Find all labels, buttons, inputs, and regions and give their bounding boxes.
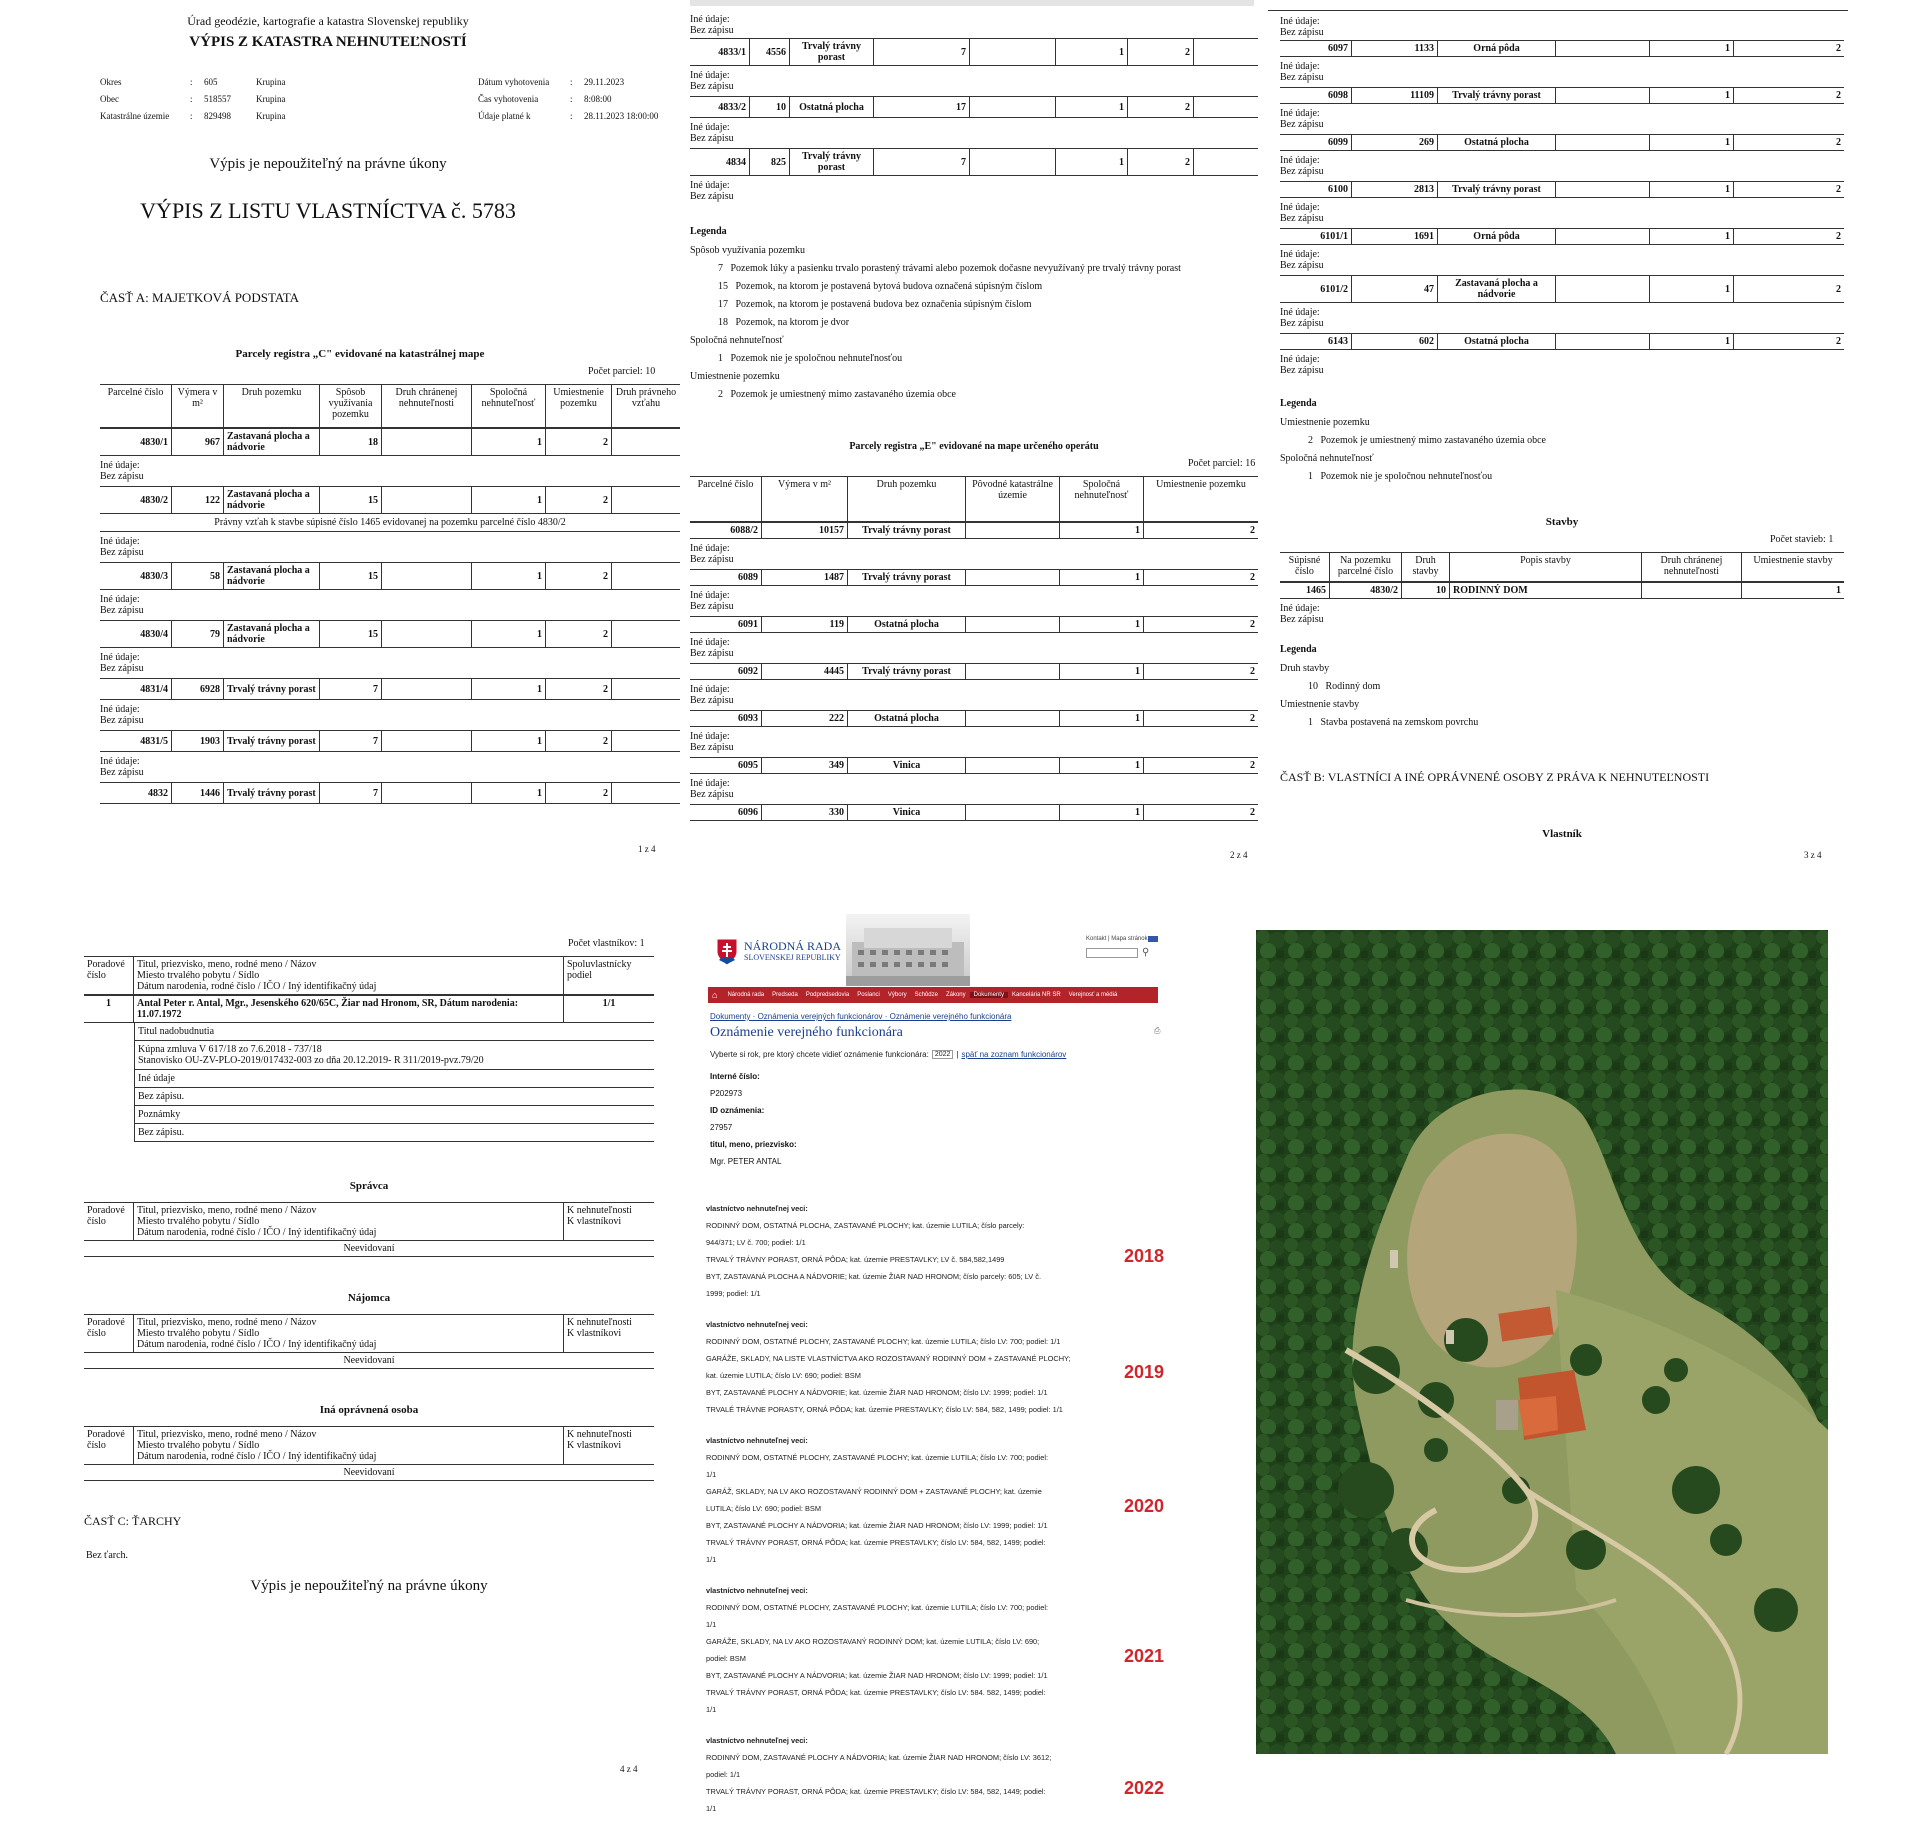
col-header: Druh právneho vzťahu xyxy=(615,387,677,409)
col-header: Titul, priezvisko, meno, rodné meno / Názov Miesto trvalého pobytu / Sídlo Dátum narodenia, rodné číslo / IČO / Iný identifikačný údaj xyxy=(134,957,564,994)
col-header: Popis stavby xyxy=(1450,553,1642,581)
table-row: 6095 349 Vinica 1 2 xyxy=(690,757,1258,774)
note: Iné údaje: Bez zápisu xyxy=(100,460,144,482)
year-label: 2020 xyxy=(1123,1496,1164,1516)
col-header: Druh pozemku xyxy=(224,385,320,427)
table-header xyxy=(84,1202,654,1241)
col-header: Druh chránenej nehnuteľnosti xyxy=(1642,553,1742,581)
stavby-count: Počet stavieb: 1 xyxy=(1770,534,1834,545)
nav-item[interactable]: Výbory xyxy=(887,992,907,998)
col-header: Titul, priezvisko, meno, rodné meno / Názov Miesto trvalého pobytu / Sídlo Dátum narodenia, rodné číslo / IČO / Iný identifikačný údaj xyxy=(134,1315,564,1352)
declaration-block xyxy=(706,1432,1176,1568)
office-name: Úrad geodézie, kartografie a katastra Slovenskej republiky xyxy=(187,14,469,28)
col-header: Titul, priezvisko, meno, rodné meno / Názov Miesto trvalého pobytu / Sídlo Dátum narodenia, rodné číslo / IČO / Iný identifikačný údaj xyxy=(134,1427,564,1464)
note: Iné údaje: Bez zápisu xyxy=(1280,354,1324,376)
section-title: Iná oprávnená osoba xyxy=(319,1404,419,1416)
language-flag-icon[interactable] xyxy=(1148,936,1158,942)
legend-title: Legenda xyxy=(690,226,727,237)
notice: Výpis je nepoužiteľný na právne úkony xyxy=(209,156,447,172)
meta-code: 518557 xyxy=(204,94,231,104)
part-a-heading: ČASŤ A: MAJETKOVÁ PODSTATA xyxy=(100,290,300,305)
table-title: Parcely registra „C" evidované na katastrálnej mape xyxy=(235,348,485,360)
stavby-table xyxy=(1280,552,1844,625)
owner-details: Titul nadobudnutia Kúpna zmluva V 617/18 zo 7.6.2018 - 737/18 Stanovisko OU-ZV-PLO-2019/017432-003 zo dňa 20.12.2019- R 311/2019-pvz.79/20 Iné údaje Bez zápisu. Poznámky Bez zápisu. xyxy=(134,1023,654,1142)
table-row: 6099 269 Ostatná plocha 1 2 xyxy=(1280,134,1844,151)
nav-item[interactable]: Národná rada xyxy=(727,992,765,998)
note: Iné údaje: Bez zápisu xyxy=(690,731,734,753)
block-line: 1/1 xyxy=(706,1555,717,1564)
year-label: 2018 xyxy=(1123,1246,1164,1266)
meta-left: Okres : 605 Krupina Obec : 518557 Krupina Katastrálne územie : 829498 Krupina xyxy=(100,74,286,125)
table-header xyxy=(100,384,680,428)
owner-name: Antal Peter r. Antal, Mgr., Jesenského 620/65C, Žiar nad Hronom, SR, Dátum narodenia: 11.07.1972 xyxy=(134,996,564,1022)
declaration-block xyxy=(706,1582,1176,1718)
role-section xyxy=(84,1402,654,1514)
field-label: ID oznámenia: xyxy=(710,1106,765,1115)
role-section xyxy=(84,1290,654,1402)
note: Iné údaje: Bez zápisu xyxy=(690,590,734,612)
legend-group: Druh stavby xyxy=(1280,663,1330,674)
legend-item: 10 Rodinný dom xyxy=(1308,681,1381,692)
block-heading: vlastníctvo nehnuteľnej veci: xyxy=(706,1736,808,1745)
legend-group: Spôsob využívania pozemku xyxy=(690,245,805,256)
parcels-c-table xyxy=(100,384,680,804)
field-value: 27957 xyxy=(710,1123,733,1132)
col-header: Spoločná nehnuteľnosť xyxy=(1060,477,1144,521)
table-row: 6098 11109 Trvalý trávny porast 1 2 xyxy=(1280,87,1844,104)
meta-label: Čas vyhotovenia xyxy=(478,94,539,104)
block-line: TRVALÉ TRÁVNE PORASTY, ORNÁ PÔDA; kat. územie PRESTAVLKY; číslo LV: 584, 582, 1499; podiel: 1/1 xyxy=(706,1405,1063,1414)
block-line: RODINNÝ DOM, OSTATNÉ PLOCHY, ZASTAVANÉ PLOCHY; kat. územie LUTILA; číslo LV: 700; podiel: 1/1 xyxy=(706,1337,1061,1346)
block-line: RODINNÝ DOM, OSTATNÉ PLOCHY, ZASTAVANÉ PLOCHY; kat. územie LUTILA; číslo LV: 700; podiel: xyxy=(706,1603,1049,1612)
nav-item[interactable]: Kancelária NR SR xyxy=(1011,992,1061,998)
block-line: GARÁŽE, SKLADY, NA LV AKO ROZOSTAVANÝ RODINNÝ DOM; kat. územie LUTILA; číslo LV: 690; xyxy=(706,1637,1040,1646)
table-row: 6096 330 Vinica 1 2 xyxy=(690,804,1258,821)
block-line: BYT, ZASTAVANÉ PLOCHY A NÁDVORIA; kat. územie ŽIAR NAD HRONOM; číslo LV: 1999; podiel: 1/1 xyxy=(706,1521,1048,1530)
note: Iné údaje: Bez zápisu xyxy=(1280,108,1324,130)
col-header: Umiestnenie pozemku xyxy=(1156,479,1246,490)
table-row: 6143 602 Ostatná plocha 1 2 xyxy=(1280,333,1844,350)
note: Iné údaje: Bez zápisu xyxy=(690,180,734,202)
legend-item: 1 Pozemok nie je spoločnou nehnuteľnosťou xyxy=(1308,471,1493,482)
legend-item: 7 Pozemok lúky a pasienku trvalo porastený trávami alebo pozemok dočasne nevyužívaný pre trvalý trávny porast xyxy=(718,263,1181,274)
block-line: kat. územie LUTILA; číslo LV: 690; podiel: BSM xyxy=(706,1371,861,1380)
col-header: Poradové číslo xyxy=(84,1427,134,1464)
col-header: Parcelné číslo xyxy=(100,385,172,427)
table-body xyxy=(690,522,1258,821)
table-header xyxy=(84,1426,654,1465)
legend-group: Umiestnenie stavby xyxy=(1280,699,1360,710)
col-header: Umiestnenie pozemku xyxy=(546,385,612,427)
note: Iné údaje: Bez zápisu xyxy=(100,704,144,726)
block-line: 1999; podiel: 1/1 xyxy=(706,1289,761,1298)
block-heading: vlastníctvo nehnuteľnej veci: xyxy=(706,1436,808,1445)
block-line: BYT, ZASTAVANÁ PLOCHA A NÁDVORIE; kat. územie ŽIAR NAD HRONOM; číslo parcely: 605; LV č. xyxy=(706,1272,1041,1281)
nav-item[interactable]: Zákony xyxy=(945,992,966,998)
year-selector-row: Vyberte si rok, pre ktorý chcete vidieť oznámenie funkcionára: 2022 | späť na zoznam funkcionárov xyxy=(710,1050,1067,1059)
parliament-building-image xyxy=(846,914,970,986)
col-header: Výmera v m² xyxy=(762,477,848,521)
legend-item: 2 Pozemok je umiestnený mimo zastavaného územia obce xyxy=(1308,435,1546,446)
table-row: 4832 1446 Trvalý trávny porast 7 1 2 xyxy=(100,782,680,804)
site-logo[interactable] xyxy=(716,938,841,966)
note: Iné údaje: Bez zápisu xyxy=(690,14,734,36)
meta-value: 29.11.2023 xyxy=(584,77,625,87)
block-line: TRVALÝ TRÁVNY PORAST, ORNÁ PÔDA; kat. územie PRESTAVLKY; číslo LV: 584. 582, 1499; podiel: xyxy=(706,1688,1046,1697)
table-row: 6093 222 Ostatná plocha 1 2 xyxy=(690,710,1258,727)
nav-item[interactable]: Podpredsedovia xyxy=(805,992,850,998)
table-row: 6089 1487 Trvalý trávny porast 1 2 xyxy=(690,569,1258,586)
meta-label: Údaje platné k xyxy=(478,111,531,121)
table-row: 4834 825 Trvalý trávny porast 7 1 2 xyxy=(690,148,1258,176)
legend-item: 15 Pozemok, na ktorom je postavená bytová budova označená súpisným číslom xyxy=(718,281,1043,292)
empty-value: Neevidovaní xyxy=(84,1241,654,1257)
home-icon[interactable]: ⌂ xyxy=(712,990,718,1000)
block-line: LUTILA; číslo LV: 690; podiel: BSM xyxy=(706,1504,822,1513)
year-label: 2022 xyxy=(1123,1778,1164,1798)
legend-group: Spoločná nehnuteľnosť xyxy=(1280,453,1374,464)
legend-title: Legenda xyxy=(1280,644,1317,655)
document-title: VÝPIS Z KATASTRA NEHNUTEĽNOSTÍ xyxy=(189,34,467,50)
official-info xyxy=(710,1068,797,1170)
main-nav xyxy=(708,987,1158,1003)
meta-code: 605 xyxy=(204,77,218,87)
table-row: 6092 4445 Trvalý trávny porast 1 2 xyxy=(690,663,1258,680)
note: Iné údaje: Bez zápisu xyxy=(1280,249,1324,271)
col-header: Umiestnenie stavby xyxy=(1753,555,1833,566)
block-line: 1/1 xyxy=(706,1620,717,1629)
col-header: Pôvodné katastrálne územie xyxy=(966,477,1060,521)
page-heading: Oznámenie verejného funkcionára xyxy=(710,1025,903,1040)
declaration-block xyxy=(706,1732,1176,1817)
legend-title: Legenda xyxy=(1280,398,1317,409)
property-declarations xyxy=(706,1200,1176,1831)
note: Iné údaje: Bez zápisu xyxy=(690,543,734,565)
col-header: Poradové číslo xyxy=(84,957,134,994)
legal-note: Právny vzťah k stavbe súpisné číslo 1465 evidovanej na pozemku parcelné číslo 4830/2 xyxy=(100,514,680,532)
col-header: K nehnuteľnosti K vlastníkovi xyxy=(567,1205,632,1227)
aerial-image xyxy=(1256,930,1828,1754)
col-header: Spoluvlastnícky podiel xyxy=(567,959,632,981)
legend-item: 18 Pozemok, na ktorom je dvor xyxy=(718,317,850,328)
declaration-block xyxy=(706,1200,1176,1302)
page-number: 3 z 4 xyxy=(1804,850,1822,860)
note: Iné údaje: Bez zápisu xyxy=(100,536,144,558)
legend xyxy=(1280,660,1844,732)
block-line: TRVALÝ TRÁVNY PORAST, ORNÁ PÔDA; kat. územie PRESTAVLKY; číslo LV: 584, 582, 1449; podiel: xyxy=(706,1787,1046,1796)
block-line: TRVALÝ TRÁVNY PORAST, ORNÁ PÔDA; kat. územie PRESTAVLKY; číslo LV: 584, 582, 1499; podiel: xyxy=(706,1538,1046,1547)
col-header: Na pozemku parcelné číslo xyxy=(1330,553,1402,581)
part-b-heading: ČASŤ B: VLASTNÍCI A INÉ OPRÁVNENÉ OSOBY Z PRÁVA K NEHNUTEĽNOSTI xyxy=(1280,770,1710,784)
aerial-photo xyxy=(1256,930,1828,1754)
parcels-c-table-cont xyxy=(690,38,1258,206)
table-row: 4830/2 122 Zastavaná plocha a nádvorie 15 1 2 xyxy=(100,486,680,514)
part-c-heading: ČASŤ C: ŤARCHY xyxy=(84,1514,182,1528)
table-row: 6097 1133 Orná pôda 1 2 xyxy=(1280,40,1844,57)
table-header xyxy=(690,476,1258,522)
table-row: 6101/1 1691 Orná pôda 1 2 xyxy=(1280,228,1844,245)
block-line: RODINNÝ DOM, OSTATNÉ PLOCHY, ZASTAVANÉ PLOCHY; kat. územie LUTILA; číslo LV: 700; podiel: xyxy=(706,1453,1049,1462)
section-title: Nájomca xyxy=(347,1292,391,1304)
note: Iné údaje: Bez zápisu xyxy=(1280,603,1324,625)
lv-title: VÝPIS Z LISTU VLASTNÍCTVA č. 5783 xyxy=(140,198,516,223)
col-header: Súpisné číslo xyxy=(1280,553,1330,581)
owner-title: Vlastník xyxy=(1542,828,1582,840)
legend-item: 2 Pozemok je umiestnený mimo zastavaného územia obce xyxy=(718,389,956,400)
page-number: 1 z 4 xyxy=(638,844,656,854)
page-4 xyxy=(48,908,668,1784)
block-line: 1/1 xyxy=(706,1470,717,1479)
note: Iné údaje: Bez zápisu xyxy=(690,684,734,706)
table-row: 4830/1 967 Zastavaná plocha a nádvorie 18 1 2 xyxy=(100,428,680,456)
meta-right: Dátum vyhotovenia : 29.11.2023 Čas vyhotovenia : 8:08:00 Údaje platné k : 28.11.2023 18:00:00 xyxy=(478,74,658,125)
section-title: Správca xyxy=(349,1180,389,1192)
top-links[interactable]: Kontakt | Mapa stránok xyxy=(1086,936,1148,942)
breadcrumb[interactable]: Dokumenty · Oznámenia verejných funkcionárov · Oznámenie verejného funkcionára xyxy=(710,1012,1012,1021)
legend-item: 17 Pozemok, na ktorom je postavená budova bez označenia súpisným číslom xyxy=(718,299,1032,310)
block-line: BYT, ZASTAVANÉ PLOCHY A NÁDVORIA; kat. územie ŽIAR NAD HRONOM; číslo LV: 1999; podiel: 1/1 xyxy=(706,1671,1048,1680)
year-label: 2021 xyxy=(1123,1646,1164,1666)
role-section xyxy=(84,1178,654,1290)
meta-label: Dátum vyhotovenia xyxy=(478,77,550,87)
page-number: 2 z 4 xyxy=(1230,850,1248,860)
legend-group: Umiestnenie pozemku xyxy=(690,371,780,382)
col-header: Výmera v m² xyxy=(172,385,224,427)
nav-item[interactable]: Predseda xyxy=(772,992,798,998)
table-row: 4831/4 6928 Trvalý trávny porast 7 1 2 xyxy=(100,678,680,700)
block-line: podiel: BSM xyxy=(706,1654,746,1663)
note: Iné údaje: Bez zápisu xyxy=(690,122,734,144)
table-row: 6088/2 10157 Trvalý trávny porast 1 2 xyxy=(690,522,1258,539)
table-header xyxy=(84,1314,654,1353)
table-row: 6101/2 47 Zastavaná plocha a nádvorie 1 2 xyxy=(1280,275,1844,303)
col-header: Poradové číslo xyxy=(84,1315,134,1352)
notice: Výpis je nepoužiteľný na právne úkony xyxy=(250,1578,488,1594)
legend-group: Spoločná nehnuteľnosť xyxy=(690,335,784,346)
block-line: 944/371; LV č. 700; podiel: 1/1 xyxy=(706,1238,806,1247)
block-line: RODINNÝ DOM, OSTATNÁ PLOCHA, ZASTAVANÉ PLOCHY; kat. územie LUTILA; číslo parcely: xyxy=(706,1221,1025,1230)
col-header: Spôsob využívania pozemku xyxy=(320,385,382,427)
empty-value: Neevidovaní xyxy=(84,1465,654,1481)
table-title: Parcely registra „E" evidované na mape určeného operátu xyxy=(849,441,1099,452)
page-2 xyxy=(690,0,1254,860)
col-header: K nehnuteľnosti K vlastníkovi xyxy=(567,1429,632,1451)
block-line: GARÁŽE, SKLADY, NA LISTE VLASTNÍCTVA AKO ROZOSTAVANÝ RODINNÝ DOM + ZASTAVANÉ PLOCHY; xyxy=(706,1354,1071,1363)
nav-item[interactable]: Verejnosť a médiá xyxy=(1068,992,1118,998)
note: Iné údaje: Bez zápisu xyxy=(1280,307,1324,329)
meta-name: Krupina xyxy=(256,111,286,121)
note: Iné údaje: Bez zápisu xyxy=(690,778,734,800)
legend-item: 1 Stavba postavená na zemskom povrchu xyxy=(1308,717,1479,728)
parcel-count: Počet parciel: 16 xyxy=(1188,458,1256,469)
year-select[interactable]: 2022 xyxy=(932,1050,954,1059)
field-label: titul, meno, priezvisko: xyxy=(710,1140,797,1149)
divider xyxy=(1268,10,1848,11)
meta-name: Krupina xyxy=(256,94,286,104)
owners-table xyxy=(84,956,654,1142)
col-header: Spoločná nehnuteľnosť xyxy=(472,385,546,427)
nav-item[interactable]: Dokumenty xyxy=(970,992,1008,998)
nav-item[interactable]: Poslanci xyxy=(857,992,880,998)
block-line: GARÁŽ, SKLADY, NA LV AKO ROZOSTAVANÝ RODINNÝ DOM + ZASTAVANÉ PLOCHY; kat. územie xyxy=(706,1487,1042,1496)
page-3 xyxy=(1268,0,1844,860)
note: Iné údaje: Bez zápisu xyxy=(1280,61,1324,83)
note: Iné údaje: Bez zápisu xyxy=(690,637,734,659)
block-heading: vlastníctvo nehnuteľnej veci: xyxy=(706,1320,808,1329)
table-row: 4833/1 4556 Trvalý trávny porast 7 1 2 xyxy=(690,38,1258,66)
table-row: 4830/4 79 Zastavaná plocha a nádvorie 15 1 2 xyxy=(100,620,680,648)
note: Iné údaje: Bez zápisu xyxy=(1280,202,1324,224)
parcels-e-table-cont xyxy=(1280,40,1844,380)
declaration-block xyxy=(706,1316,1176,1418)
col-header: K nehnuteľnosti K vlastníkovi xyxy=(567,1317,632,1339)
meta-value: 28.11.2023 18:00:00 xyxy=(584,111,659,121)
note: Iné údaje: Bez zápisu xyxy=(690,70,734,92)
field-value: Mgr. PETER ANTAL xyxy=(710,1157,782,1166)
part-c-value: Bez ťarch. xyxy=(86,1550,129,1561)
table-body xyxy=(100,428,680,804)
table-row: 4833/2 10 Ostatná plocha 17 1 2 xyxy=(690,96,1258,118)
table-row: 4830/3 58 Zastavaná plocha a nádvorie 15 1 2 xyxy=(100,562,680,590)
stavby-title: Stavby xyxy=(1545,516,1579,528)
nav-item[interactable]: Schôdze xyxy=(914,992,938,998)
block-line: RODINNÝ DOM, ZASTAVANÉ PLOCHY A NÁDVORIA; kat. územie ŽIAR NAD HRONOM; číslo LV: 3612; xyxy=(706,1753,1052,1762)
search-input[interactable] xyxy=(1086,948,1138,958)
meta-label: Obec xyxy=(100,94,119,104)
owner-row: 1 Antal Peter r. Antal, Mgr., Jesenského 620/65C, Žiar nad Hronom, SR, Dátum narodenia: 11.07.1972 1/1 xyxy=(84,995,654,1023)
search-icon[interactable]: ⚲ xyxy=(1142,947,1150,958)
field-value: P202973 xyxy=(710,1089,743,1098)
note: Iné údaje: Bez zápisu xyxy=(1280,16,1324,38)
col-header: Parcelné číslo xyxy=(690,477,762,521)
field-label: Interné číslo: xyxy=(710,1072,760,1081)
parcels-e-table xyxy=(690,476,1258,821)
role-sections xyxy=(84,1178,654,1514)
empty-value: Neevidovaní xyxy=(84,1353,654,1369)
block-line: 1/1 xyxy=(706,1804,717,1813)
logo-line-2: SLOVENSKEJ REPUBLIKY xyxy=(744,953,841,962)
legend xyxy=(690,242,1258,404)
meta-value: 8:08:00 xyxy=(584,94,612,104)
col-header: Poradové číslo xyxy=(84,1203,134,1240)
table-header xyxy=(84,956,654,995)
nrsr-page xyxy=(686,908,1234,1813)
block-line: 1/1 xyxy=(706,1705,717,1714)
owners-count: Počet vlastníkov: 1 xyxy=(568,938,645,949)
table-header xyxy=(1280,552,1844,582)
meta-label: Okres xyxy=(100,77,122,87)
block-line: podiel: 1/1 xyxy=(706,1770,741,1779)
table-row: 6100 2813 Trvalý trávny porast 1 2 xyxy=(1280,181,1844,198)
page-number: 4 z 4 xyxy=(620,1764,638,1774)
note: Iné údaje: Bez zápisu xyxy=(1280,155,1324,177)
block-heading: vlastníctvo nehnuteľnej veci: xyxy=(706,1586,808,1595)
legend xyxy=(1280,414,1844,486)
meta-code: 829498 xyxy=(204,111,231,121)
table-row: 4831/5 1903 Trvalý trávny porast 7 1 2 xyxy=(100,730,680,752)
table-row: 1465 4830/2 10 RODINNÝ DOM 1 xyxy=(1280,582,1844,599)
logo-line-1: NÁRODNÁ RADA xyxy=(744,939,842,953)
table-row: 6091 119 Ostatná plocha 1 2 xyxy=(690,616,1258,633)
coat-of-arms-icon xyxy=(716,938,738,966)
legend-group: Umiestnenie pozemku xyxy=(1280,417,1370,428)
legend-item: 1 Pozemok nie je spoločnou nehnuteľnosťou xyxy=(718,353,903,364)
col-header: Druh chránenej nehnuteľnosti xyxy=(382,385,472,427)
year-label: 2019 xyxy=(1123,1362,1164,1382)
parcel-count: Počet parciel: 10 xyxy=(588,366,656,377)
col-header: Titul, priezvisko, meno, rodné meno / Názov Miesto trvalého pobytu / Sídlo Dátum narodenia, rodné číslo / IČO / Iný identifikačný údaj xyxy=(134,1203,564,1240)
block-heading: vlastníctvo nehnuteľnej veci: xyxy=(706,1204,808,1213)
col-header: Druh pozemku xyxy=(848,477,966,521)
block-line: TRVALÝ TRÁVNY PORAST, ORNÁ PÔDA; kat. územie PRESTAVLKY; LV č. 584,582,1499 xyxy=(706,1255,1005,1264)
note: Iné údaje: Bez zápisu xyxy=(100,652,144,674)
print-icon[interactable]: ⎙ xyxy=(1154,1026,1161,1035)
note: Iné údaje: Bez zápisu xyxy=(100,756,144,778)
back-link[interactable]: späť na zoznam funkcionárov xyxy=(961,1050,1067,1059)
page-1 xyxy=(48,0,677,860)
meta-name: Krupina xyxy=(256,77,286,87)
note: Iné údaje: Bez zápisu xyxy=(100,594,144,616)
block-line: BYT, ZASTAVANÉ PLOCHY A NÁDVORIE; kat. územie ŽIAR NAD HRONOM; číslo LV: 1999; podiel: 1/1 xyxy=(706,1388,1048,1397)
owner-share: 1/1 xyxy=(602,998,616,1009)
col-header: Druh stavby xyxy=(1402,553,1450,581)
meta-label: Katastrálne územie xyxy=(100,111,170,121)
